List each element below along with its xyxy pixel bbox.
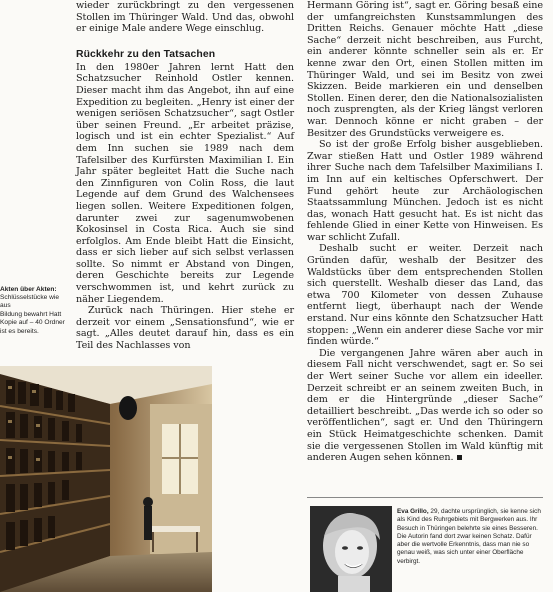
end-of-article-mark — [457, 455, 462, 460]
article-paragraph: wieder zurückbringt zu den vergessenen Stollen im Thüringer Wald. Und das, obwohl er einige Male andere Wege einschlug. — [76, 0, 294, 35]
archive-photo-graphic — [0, 366, 212, 592]
author-portrait-photo — [310, 506, 392, 592]
caption-line: Bildung bewahrt Hatt — [0, 310, 62, 318]
article-paragraph: Die vergangenen Jahre wären aber auch in diesem Fall nicht verschwendet, sagt er. So sei der Wert seiner Suche vor allem ein ideeller. Derzeit schreibt er an seinem zweiten Buch, in dem er die Hintergründe „dieser Sache“ detailliert beschreibt. „Das werde ich so oder so veröffentlichen“, sagt er. Und den Thüringern ein Stück Heimatgeschichte schenken. Damit sie die vergessenen Stollen im Wald künftig mit anderen Augen sehen können. — [307, 347, 543, 464]
caption — [0, 286, 70, 336]
article-paragraph: In den 1980er Jahren lernt Hatt den Schatzsucher Reinhold Ostler kennen. Dieser macht ihm das Angebot, ihn auf eine Expedition zu begleiten. „Henry ist einer der wenigen seriösen Schatzsucher“, sagt Ostler über seinen Freund. „Er arbeitet präzise, logisch und ist ein echter Spezialist.“ Auf dem Inn suchen sie 1989 nach dem Tafelsilber des Kurfürsten Maximilian I. Ein Jahr später begleitet Hatt die Suche nach den Zinnfiguren von Colin Ross, die laut Legende auf dem Grund des Walchensees liegen sollen. Weitere Expeditionen folgen, darunter zwei zur sagenumwobenen Kokosinsel in Costa Rica. Auch sie sind erfolglos. Am Ende bleibt Hatt die Einsicht, dass er sich lieber auf sich selbst verlassen sollte. So nimmt er Abstand von Dingen, deren Geschichte bereits zur Legende verschwommen ist, und kehrt zurück zu näher Liegendem. — [76, 61, 294, 305]
section-heading: Rückkehr zu den Tatsachen — [76, 48, 216, 60]
archive-shelves-photo — [0, 366, 212, 592]
article-paragraph: So ist der große Erfolg bisher ausgeblieben. Zwar stießen Hatt und Ostler 1989 während ihrer Suche nach dem Tafelsilber Maximilians I. im Inn auf ein keltisches Opferschwert. Der Fund gehört heute zur Archäologischen Staatssammlung München. Jedoch ist es nicht das, wonach Hatt gesucht hat. Es ist nicht das fehlende Glied in einer Kette von Hinweisen. Es war schlicht Zufall. — [307, 139, 543, 243]
author-name: Eva Grillo, — [397, 508, 429, 515]
article-paragraph: Zurück nach Thüringen. Hier stehe er derzeit vor einem „Sensationsfund“, wie er sagt. „Alles deutet darauf hin, dass es ein Teil des Nachlasses von — [76, 305, 294, 352]
article-column-middle — [76, 0, 294, 352]
caption-lines — [0, 294, 70, 336]
caption-line: Schlüsselstücke wie aus — [0, 294, 60, 310]
article-column-right — [307, 0, 543, 464]
portrait-graphic — [310, 506, 392, 592]
article-paragraph: Deshalb sucht er weiter. Derzeit nach Gründen dafür, weshalb der Besitzer des Waldstücks über dem entsprechenden Stollen sich querstellt. Weshalb dieser das Land, das etwa 700 Kilometer von dessen Zuhause entfernt liegt, überhaupt nach der Wende erstand. Nur eins könnte den Schatzsucher Hatt stoppen: „Wenn ein anderer diese Sache vor mir finden würde.“ — [307, 243, 543, 348]
caption-line: Kopie auf – 40 Ordner — [0, 319, 65, 327]
caption-title: Akten über Akten: — [0, 286, 57, 293]
author-bio-text: 29, dachte ursprünglich, sie kenne sich als Kind des Ruhrgebiets mit Bergwerken aus. Ihr Besuch in Thüringen belehrte sie eines Besseren. Die Autorin fand dort zwar keinen Schatz. Dafür aber die wertvolle Erkenntnis, dass man nie so genau weiß, was sich unter einer Oberfläche verbirgt. — [397, 508, 541, 565]
article-paragraph: Hermann Göring ist“, sagt er. Göring besaß eine der umfangreichsten Kunstsammlungen des Dritten Reichs. Genauer möchte Hatt „diese Sache“ derzeit nicht beschreiben, aus Furcht, ein anderer könnte schneller sein als er. Er kenne zwar den Ort, einen Stollen mitten im Thüringer Wald, und sei im Besitz von zwei Skizzen. Beide markieren ein und denselben Stollen. Einen derer, den die Nationalsozialisten noch zusprengten, als der Krieg längst verloren war. Dennoch könne er nicht graben – der Besitzer des Grundstücks verweigere es. — [307, 0, 543, 139]
caption-line: ist es bereits. — [0, 327, 39, 335]
author-bio — [397, 508, 543, 566]
bio-divider — [307, 497, 543, 498]
